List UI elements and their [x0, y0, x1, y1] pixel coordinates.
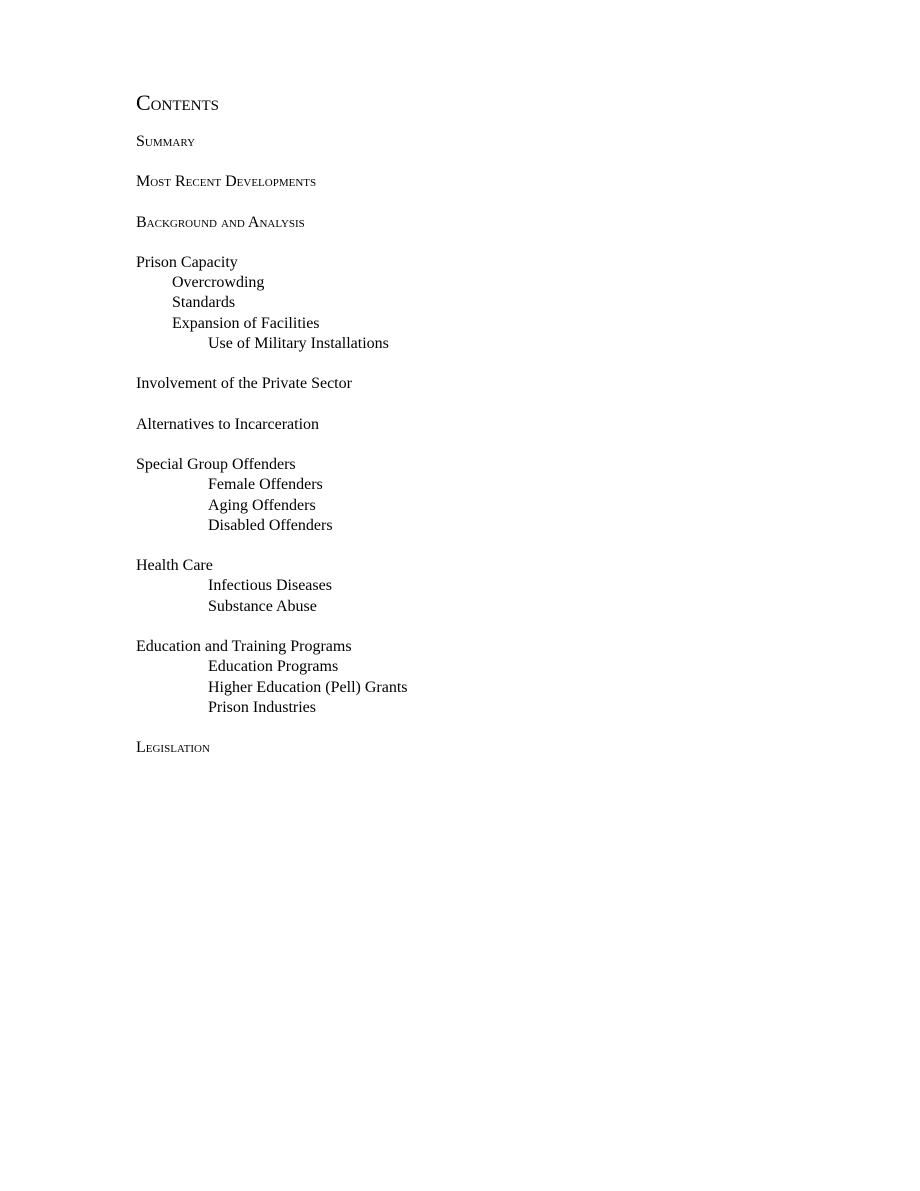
toc-group-special-group-offenders	[136, 455, 836, 536]
toc-item-expansion-of-facilities[interactable]: Expansion of Facilities	[172, 314, 320, 332]
toc-item-female-offenders[interactable]: Female Offenders	[208, 476, 323, 494]
spacer	[136, 395, 836, 415]
toc-section-most-recent-developments[interactable]: Most Recent Developments	[136, 173, 317, 191]
toc-item-higher-education-pell-grants[interactable]: Higher Education (Pell) Grants	[208, 678, 408, 696]
toc-group-alternatives	[136, 415, 836, 435]
toc-section-background-and-analysis[interactable]: Background and Analysis	[136, 213, 305, 231]
spacer	[136, 193, 836, 213]
toc-item-prison-capacity[interactable]: Prison Capacity	[136, 253, 238, 271]
toc-group-prison-capacity	[136, 253, 836, 354]
toc-item-education-and-training-programs[interactable]: Education and Training Programs	[136, 638, 352, 656]
spacer	[136, 617, 836, 637]
toc-section-summary[interactable]: Summary	[136, 133, 196, 150]
spacer	[136, 233, 836, 253]
toc-item-disabled-offenders[interactable]: Disabled Offenders	[208, 516, 333, 534]
toc-item-overcrowding[interactable]: Overcrowding	[172, 274, 265, 292]
toc-item-involvement-of-private-sector[interactable]: Involvement of the Private Sector	[136, 375, 352, 393]
spacer	[136, 435, 836, 455]
toc-item-health-care[interactable]: Health Care	[136, 557, 213, 575]
toc-item-use-of-military-installations[interactable]: Use of Military Installations	[208, 335, 389, 353]
toc-section-legislation[interactable]: Legislation	[136, 739, 210, 757]
table-of-contents	[136, 88, 836, 759]
toc-item-education-programs[interactable]: Education Programs	[208, 658, 339, 676]
spacer	[136, 354, 836, 374]
toc-group-health-care	[136, 556, 836, 617]
toc-item-standards[interactable]: Standards	[172, 294, 236, 312]
toc-item-infectious-diseases[interactable]: Infectious Diseases	[208, 577, 332, 595]
toc-item-prison-industries[interactable]: Prison Industries	[208, 698, 316, 716]
spacer	[136, 536, 836, 556]
page-title: Contents	[136, 90, 220, 115]
spacer	[136, 718, 836, 738]
toc-group-education	[136, 637, 836, 718]
toc-group-private-sector	[136, 374, 836, 394]
toc-item-special-group-offenders[interactable]: Special Group Offenders	[136, 455, 296, 473]
toc-item-substance-abuse[interactable]: Substance Abuse	[208, 597, 317, 615]
spacer	[136, 152, 836, 172]
toc-item-aging-offenders[interactable]: Aging Offenders	[208, 496, 316, 514]
toc-item-alternatives-to-incarceration[interactable]: Alternatives to Incarceration	[136, 415, 320, 433]
